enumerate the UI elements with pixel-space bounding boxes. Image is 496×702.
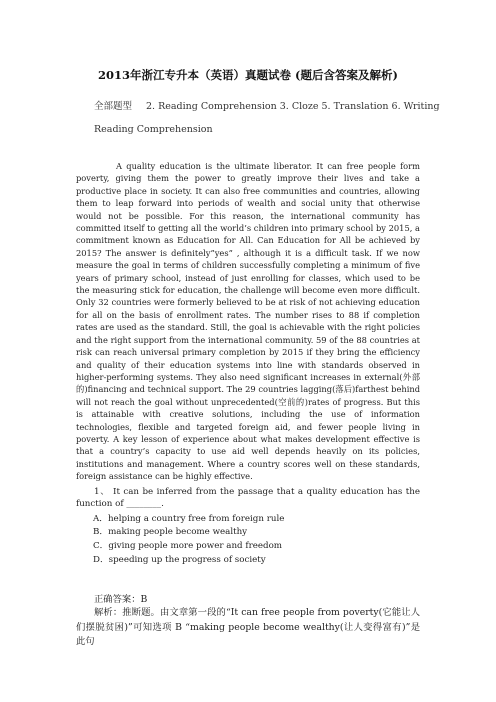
section-tags: 2. Reading Comprehension 3. Cloze 5. Translation 6. Writing [146,101,440,112]
answer-options [76,513,420,567]
question-1 [76,486,420,567]
question-text: It can be inferred from the passage that a quality education has the function of ________. [76,487,421,510]
section-heading: Reading Comprehension [94,124,213,135]
document-title: 2013年浙江专升本（英语）真题试卷 (题后含答案及解析) [98,68,398,82]
option-d[interactable]: D．speeding up the progress of society [93,554,266,565]
section-filter [94,98,440,112]
option-c[interactable]: C．giving people more power and freedom [93,541,283,551]
reading-passage: A quality education is the ultimate liberator. It can free people form poverty, giving them the power to greatly improve their lives and take a productive place in society. It can also free communities and countries, allowing them to leap forward into periods of wealth and social unity that otherwise would not be possible. For this reason, the international community has committed itself to getting all the world’s children into primary school by 2015, a commitment known as Education for All. Can Education for All be achieved by 2015? The answer is definitely”yes” , although it is a difficult task. If we now measure the goal in terms of children successfully completing a minimum of five years of primary school, instead of just enrolling for classes, which used to be the measuring stick for education, the challenge will become even more difficult. Only 32 countries were formerly believed to be at risk of not achieving education for all on the basis of enrollment rates. The number rises to 88 if completion rates are used as the standard. Still, the goal is achievable with the right policies and the right support from the international community. 59 of the 88 countries at risk can reach universal primary completion by 2015 if they bring the efficiency and quality of their education systems into line with standards observed in higher-performing systems. They also need significant increases in external(外部的)financing and technical support. The 29 countries lagging(落后)farthest behind will not reach the goal without unprecedented(空前的)rates of progress. But this is attainable with creative solutions, including the use of information technologies, flexible and targeted foreign aid, and fewer people living in poverty. A key lesson of experience about what makes development effective is that a country’s capacity to use aid well depends heavily on its policies, institutions and management. Where a country scores well on these standards, foreign assistance can be highly effective. [76,161,420,482]
question-stem [76,486,420,511]
answer-analysis: 解析：推断题。由文章第一段的“It can free people from poverty(它能让人们摆脱贫困)”可知选项 B “making people become wealthy(让人变得富有)”是此句 [76,607,420,648]
correct-answer: 正确答案：B [94,594,148,605]
question-number: 1、 [94,487,110,497]
option-b[interactable]: B．making people become wealthy [93,527,248,538]
filter-all-types[interactable]: 全部题型 [94,101,133,112]
option-a[interactable]: A．helping a country free from foreign rule [93,513,285,524]
